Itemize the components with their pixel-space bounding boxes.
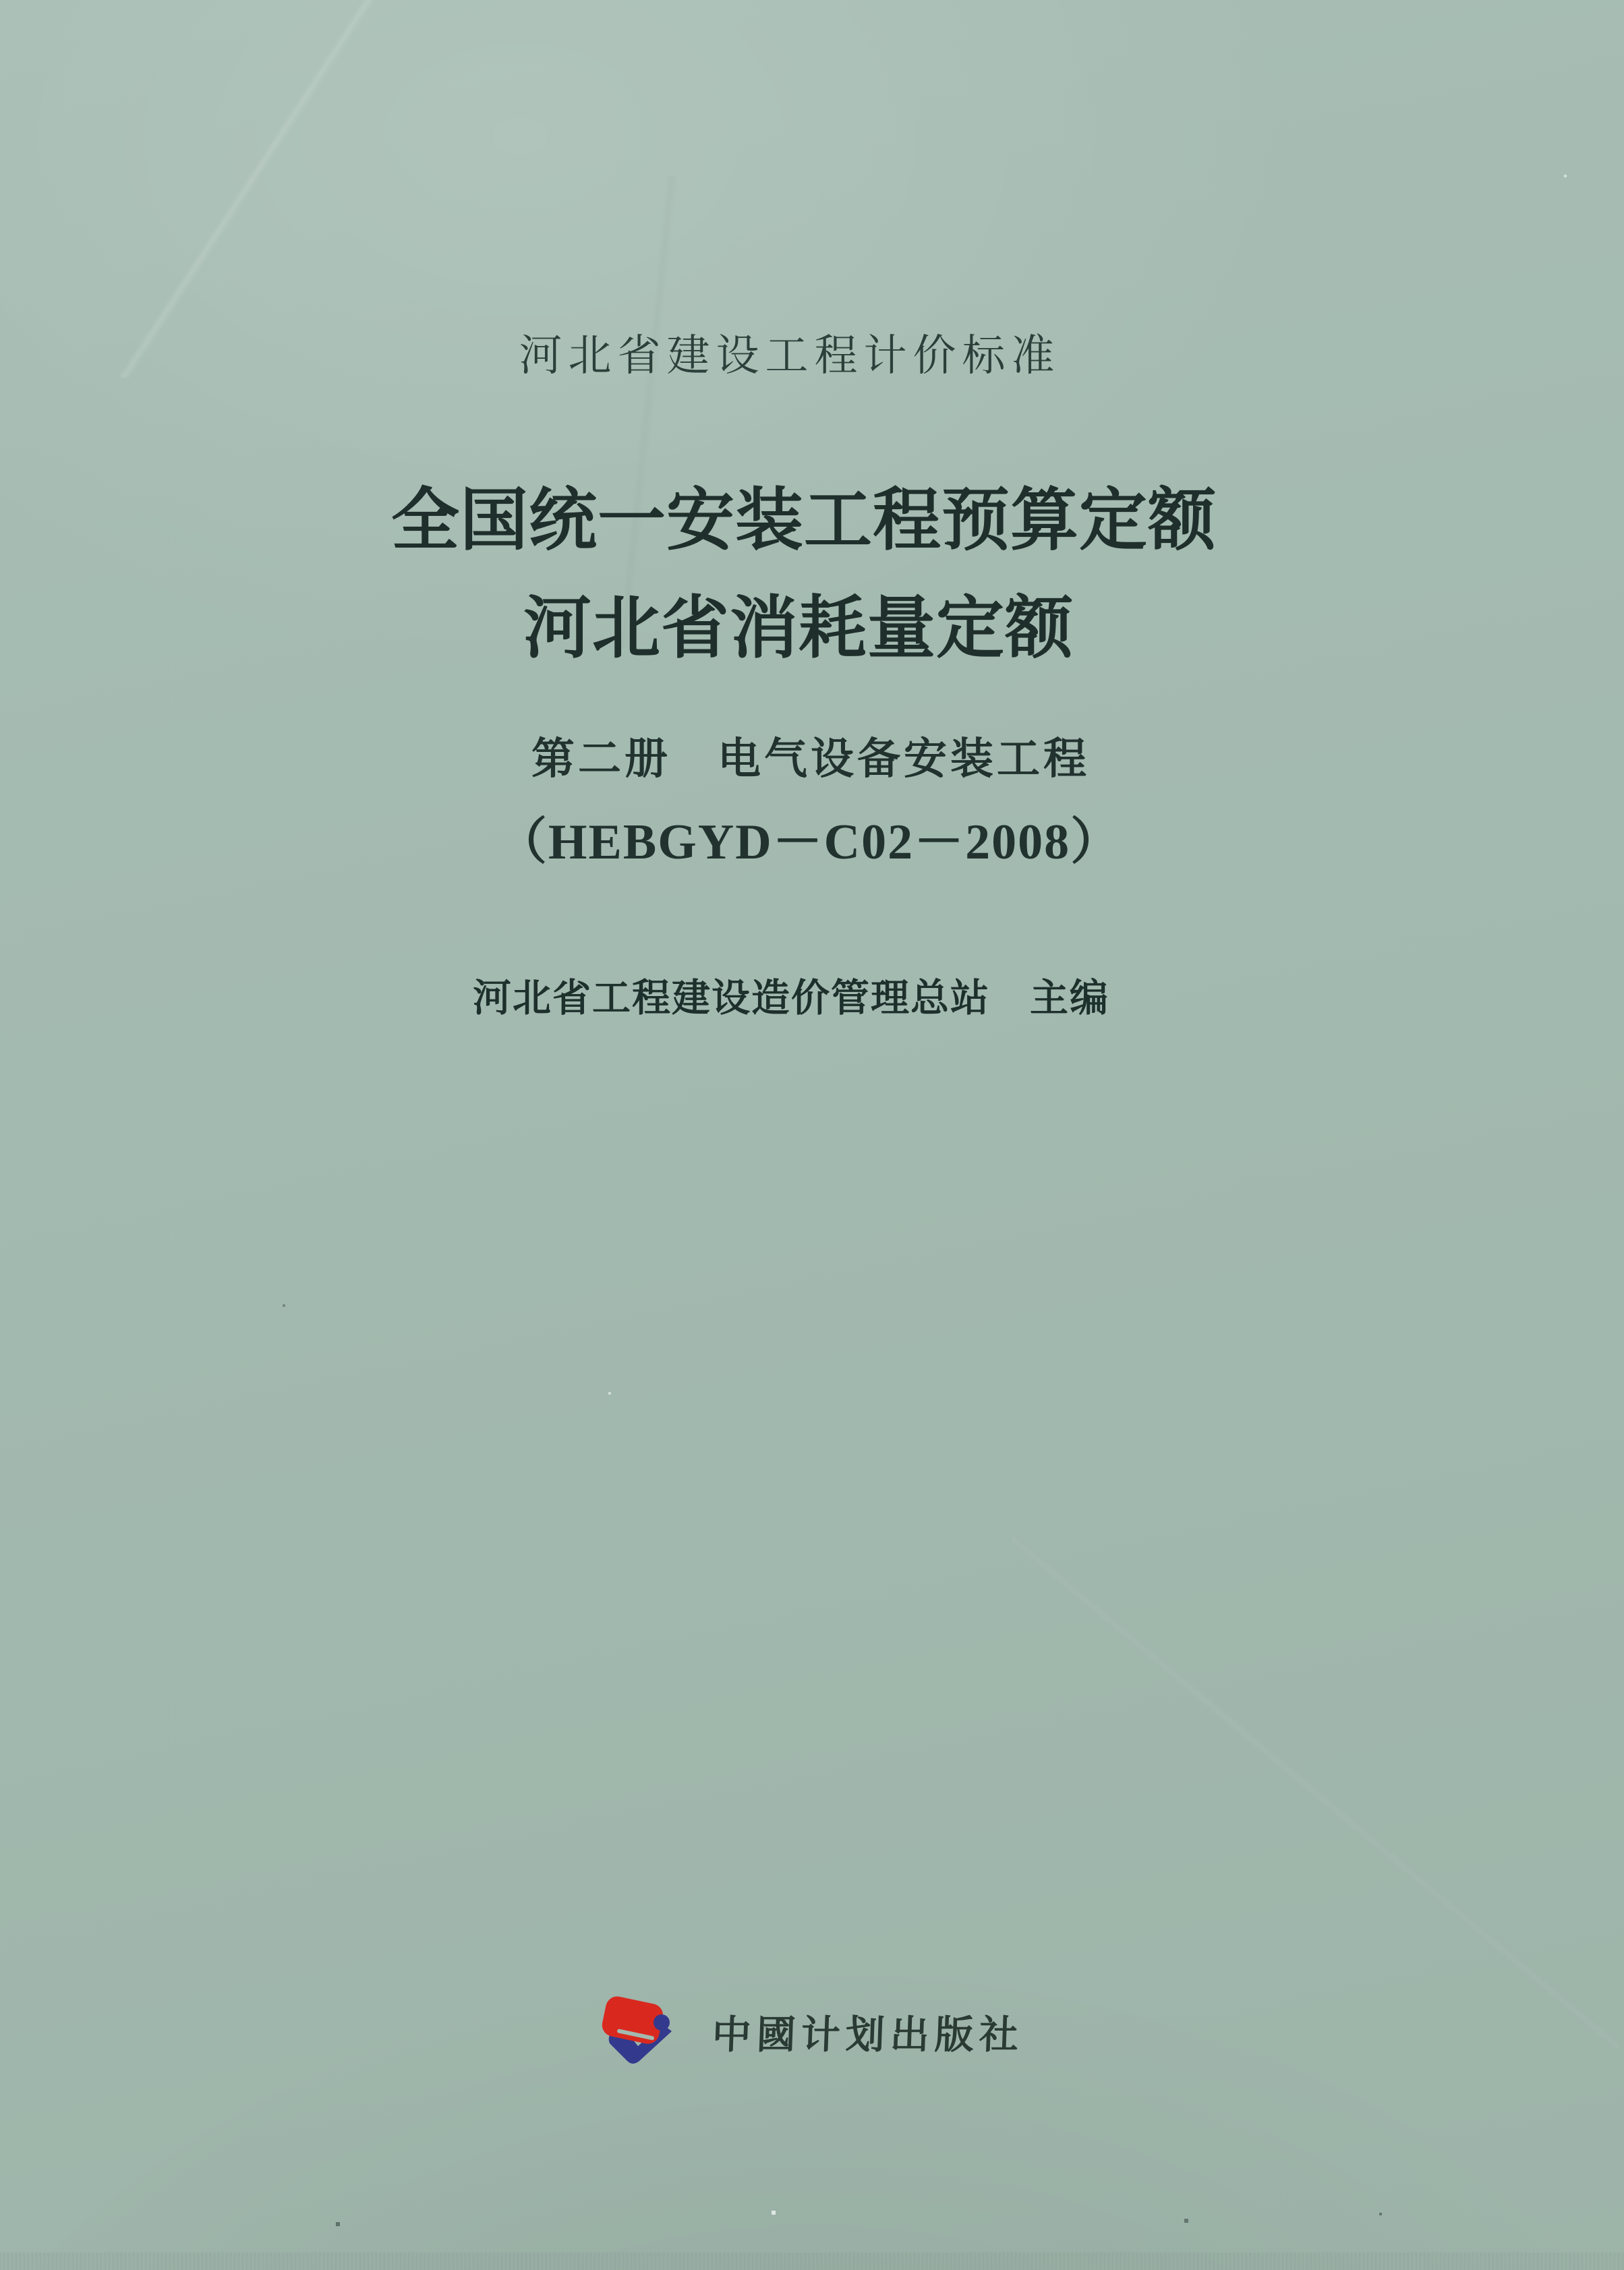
scan-scratch [1012,1484,1619,2091]
publisher-block [596,1993,1024,2069]
scan-scratch [81,175,1227,647]
scan-specks [0,0,1,1]
standard-code: （HEBGYD－C02－2008） [496,815,1122,870]
editor-line: 河北省工程建设造价管理总站 主编 [473,977,1109,1020]
volume-subtitle: 第二册 电气设备安装工程 [531,735,1090,783]
publisher-name: 中國计划出版社 [711,2013,1024,2057]
stacked-books-publisher-logo-icon [596,1993,688,2069]
series-title: 河北省建设工程计价标准 [519,332,1061,380]
scan-edge-grain [0,2252,1624,2270]
main-title-line2: 河北省消耗量定额 [523,591,1074,666]
scan-scratch [0,0,513,378]
main-title-line1: 全国统一安装工程预算定额 [390,483,1217,558]
